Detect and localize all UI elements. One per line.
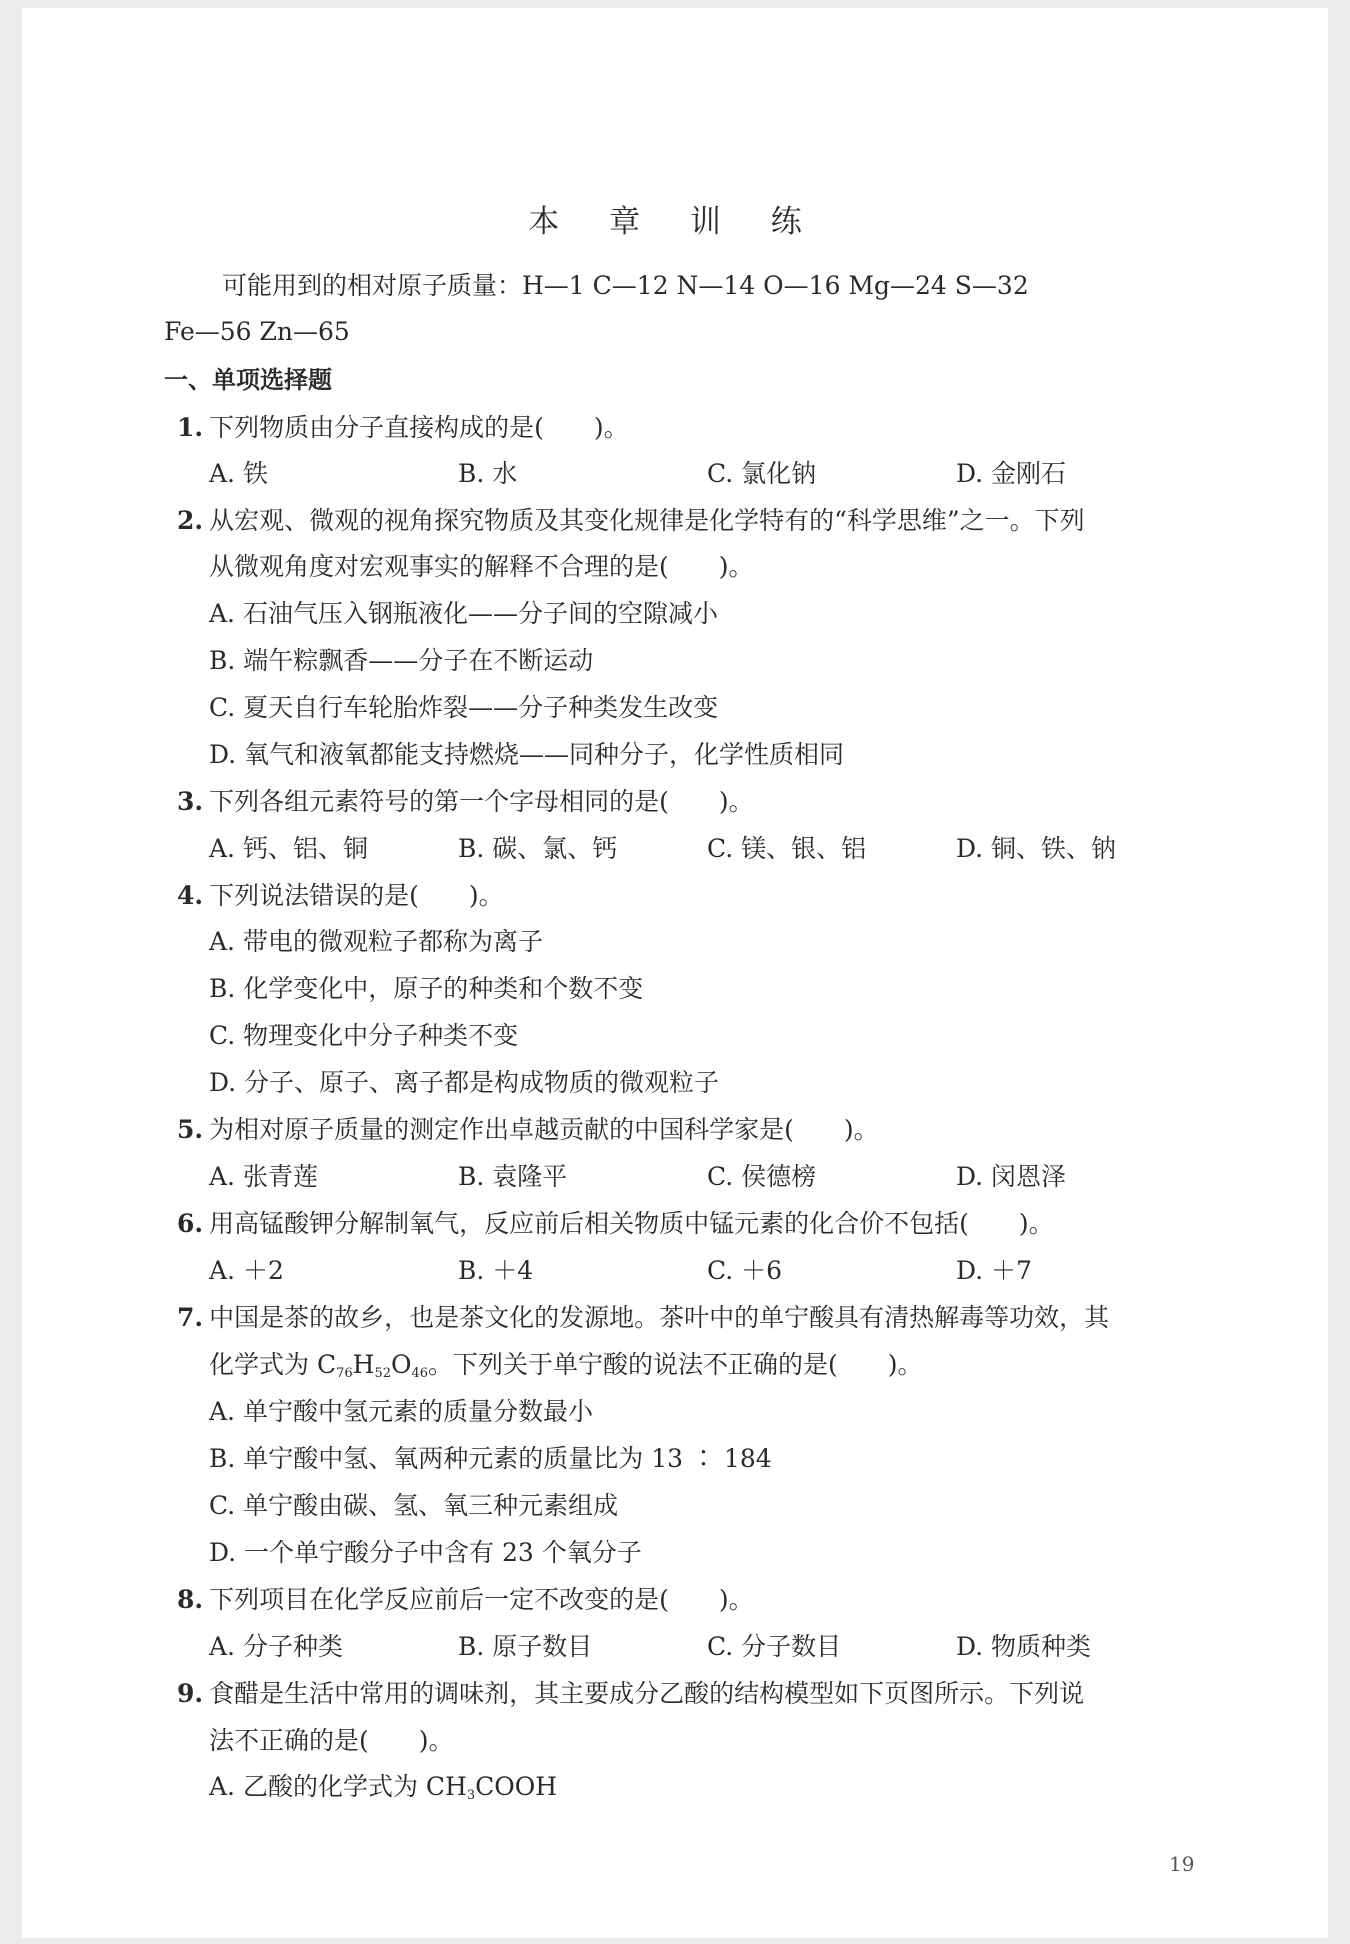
- option-text: COOH: [475, 1772, 558, 1801]
- option: C. ＋6: [707, 1256, 783, 1285]
- question-number: 5.: [177, 1115, 204, 1144]
- atomic-masses-line2: Fe—56 Zn—65: [164, 317, 350, 346]
- option: A. 铁: [209, 459, 268, 488]
- stem-text: 化学式为 C: [209, 1350, 337, 1379]
- option: C. 分子数目: [707, 1632, 842, 1661]
- option: D. 一个单宁酸分子中含有 23 个氧分子: [209, 1538, 642, 1567]
- question-stem: 从宏观、微观的视角探究物质及其变化规律是化学特有的“科学思维”之一。下列: [209, 506, 1085, 535]
- question-number: 2.: [177, 506, 204, 535]
- option: D. 铜、铁、钠: [956, 834, 1117, 863]
- question-stem: 下列说法错误的是( )。: [209, 881, 504, 910]
- option: C. 夏天自行车轮胎炸裂——分子种类发生改变: [209, 693, 719, 722]
- question-stem: 食醋是生活中常用的调味剂，其主要成分乙酸的结构模型如下页图所示。下列说: [209, 1679, 1085, 1708]
- section-heading: 一、单项选择题: [164, 366, 332, 394]
- option: [209, 1771, 557, 1812]
- option: D. 闵恩泽: [956, 1162, 1067, 1191]
- question-number: 9.: [177, 1679, 204, 1708]
- option: D. 物质种类: [956, 1632, 1092, 1661]
- question-number: 6.: [177, 1209, 204, 1238]
- question-2: [177, 505, 1085, 537]
- page-title: 本 章 训 练: [528, 204, 822, 240]
- option: B. 端午粽飘香——分子在不断运动: [209, 646, 594, 675]
- question-stem: 中国是茶的故乡，也是茶文化的发源地。茶叶中的单宁酸具有清热解毒等功效，其: [209, 1303, 1110, 1332]
- option: A. ＋2: [209, 1256, 284, 1285]
- option: A. 钙、铝、铜: [209, 834, 368, 863]
- option: B. 单宁酸中氢、氧两种元素的质量比为 13 ∶ 184: [209, 1444, 772, 1473]
- stem-text: O: [390, 1350, 412, 1379]
- option: C. 侯德榜: [707, 1162, 817, 1191]
- question-3: [177, 786, 754, 818]
- question-stem: 为相对原子质量的测定作出卓越贡献的中国科学家是( )。: [209, 1115, 879, 1144]
- subscript: 76: [336, 1366, 353, 1381]
- option: B. 原子数目: [458, 1632, 593, 1661]
- subscript: 52: [374, 1366, 391, 1381]
- option: A. 带电的微观粒子都称为离子: [209, 927, 543, 956]
- option: B. 化学变化中，原子的种类和个数不变: [209, 974, 644, 1003]
- atomic-masses-line1: 可能用到的相对原子质量：H—1 C—12 N—14 O—16 Mg—24 S—32: [222, 271, 1029, 300]
- subscript: 3: [466, 1788, 476, 1803]
- question-7: [177, 1302, 1109, 1334]
- question-stem: 下列项目在化学反应前后一定不改变的是( )。: [209, 1585, 754, 1614]
- option: C. 单宁酸由碳、氢、氧三种元素组成: [209, 1491, 619, 1520]
- stem-text: 。下列关于单宁酸的说法不正确的是( )。: [428, 1350, 923, 1379]
- question-stem: 下列物质由分子直接构成的是( )。: [209, 413, 629, 442]
- option: B. 碳、氯、钙: [458, 834, 618, 863]
- option: C. 物理变化中分子种类不变: [209, 1021, 519, 1050]
- question-number: 7.: [177, 1303, 204, 1332]
- option: C. 氯化钠: [707, 459, 817, 488]
- option: A. 单宁酸中氢元素的质量分数最小: [209, 1397, 593, 1426]
- page-number: 19: [1169, 1852, 1195, 1876]
- question-number: 3.: [177, 787, 204, 816]
- question-8: [177, 1584, 754, 1616]
- option: A. 石油气压入钢瓶液化——分子间的空隙减小: [209, 599, 718, 628]
- question-6: [177, 1208, 1054, 1240]
- stem-text: H: [352, 1350, 375, 1379]
- question-number: 1.: [177, 413, 204, 442]
- option: B. ＋4: [458, 1256, 534, 1285]
- question-4: [177, 880, 504, 912]
- option: D. 金刚石: [956, 459, 1067, 488]
- question-number: 4.: [177, 881, 204, 910]
- page: [22, 8, 1328, 1938]
- option: B. 水: [458, 459, 518, 488]
- question-5: [177, 1114, 879, 1146]
- option: D. 氧气和液氧都能支持燃烧——同种分子，化学性质相同: [209, 740, 845, 769]
- question-number: 8.: [177, 1585, 204, 1614]
- option: D. ＋7: [956, 1256, 1032, 1285]
- subscript: 46: [411, 1366, 429, 1381]
- question-1: [177, 412, 629, 444]
- option: A. 分子种类: [209, 1632, 343, 1661]
- option-text: A. 乙酸的化学式为 CH: [209, 1772, 467, 1801]
- option: A. 张青莲: [209, 1162, 318, 1191]
- option: C. 镁、银、铝: [707, 834, 867, 863]
- option: D. 分子、原子、离子都是构成物质的微观粒子: [209, 1068, 720, 1097]
- question-stem: 下列各组元素符号的第一个字母相同的是( )。: [209, 787, 754, 816]
- question-stem: 用高锰酸钾分解制氧气，反应前后相关物质中锰元素的化合价不包括( )。: [209, 1209, 1054, 1238]
- question-9: [177, 1678, 1084, 1710]
- question-stem-cont: 从微观角度对宏观事实的解释不合理的是( )。: [209, 552, 754, 581]
- question-stem-cont: [209, 1349, 923, 1390]
- option: B. 袁隆平: [458, 1162, 568, 1191]
- question-stem-cont: 法不正确的是( )。: [209, 1726, 454, 1755]
